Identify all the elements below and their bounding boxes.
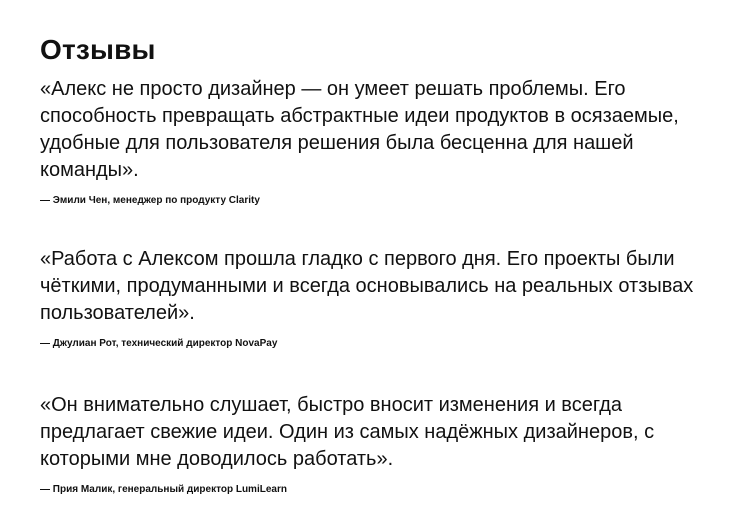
testimonial-2 xyxy=(40,246,714,350)
testimonial-quote: «Алекс не просто дизайнер — он умеет решать проблемы. Его способность превращать абстрактные идеи продуктов в осязаемые, удобные для пользователя решения была бесценна для нашей команды». xyxy=(40,78,679,181)
testimonial-1 xyxy=(40,76,714,207)
testimonial-author: — Эмили Чен, менеджер по продукту Clarity xyxy=(40,195,260,206)
testimonial-author: — Джулиан Рот, технический директор NovaPay xyxy=(40,338,278,349)
testimonial-author: — Прия Малик, генеральный директор LumiLearn xyxy=(40,484,287,495)
testimonial-quote: «Он внимательно слушает, быстро вносит изменения и всегда предлагает свежие идеи. Один из самых надёжных дизайнеров, с которыми мне доводилось работать». xyxy=(40,394,655,470)
testimonial-quote: «Работа с Алексом прошла гладко с первого дня. Его проекты были чёткими, продуманными и всегда основывались на реальных отзывах пользователей». xyxy=(40,248,694,324)
page-title: Отзывы xyxy=(40,34,156,65)
testimonial-3 xyxy=(40,392,714,496)
